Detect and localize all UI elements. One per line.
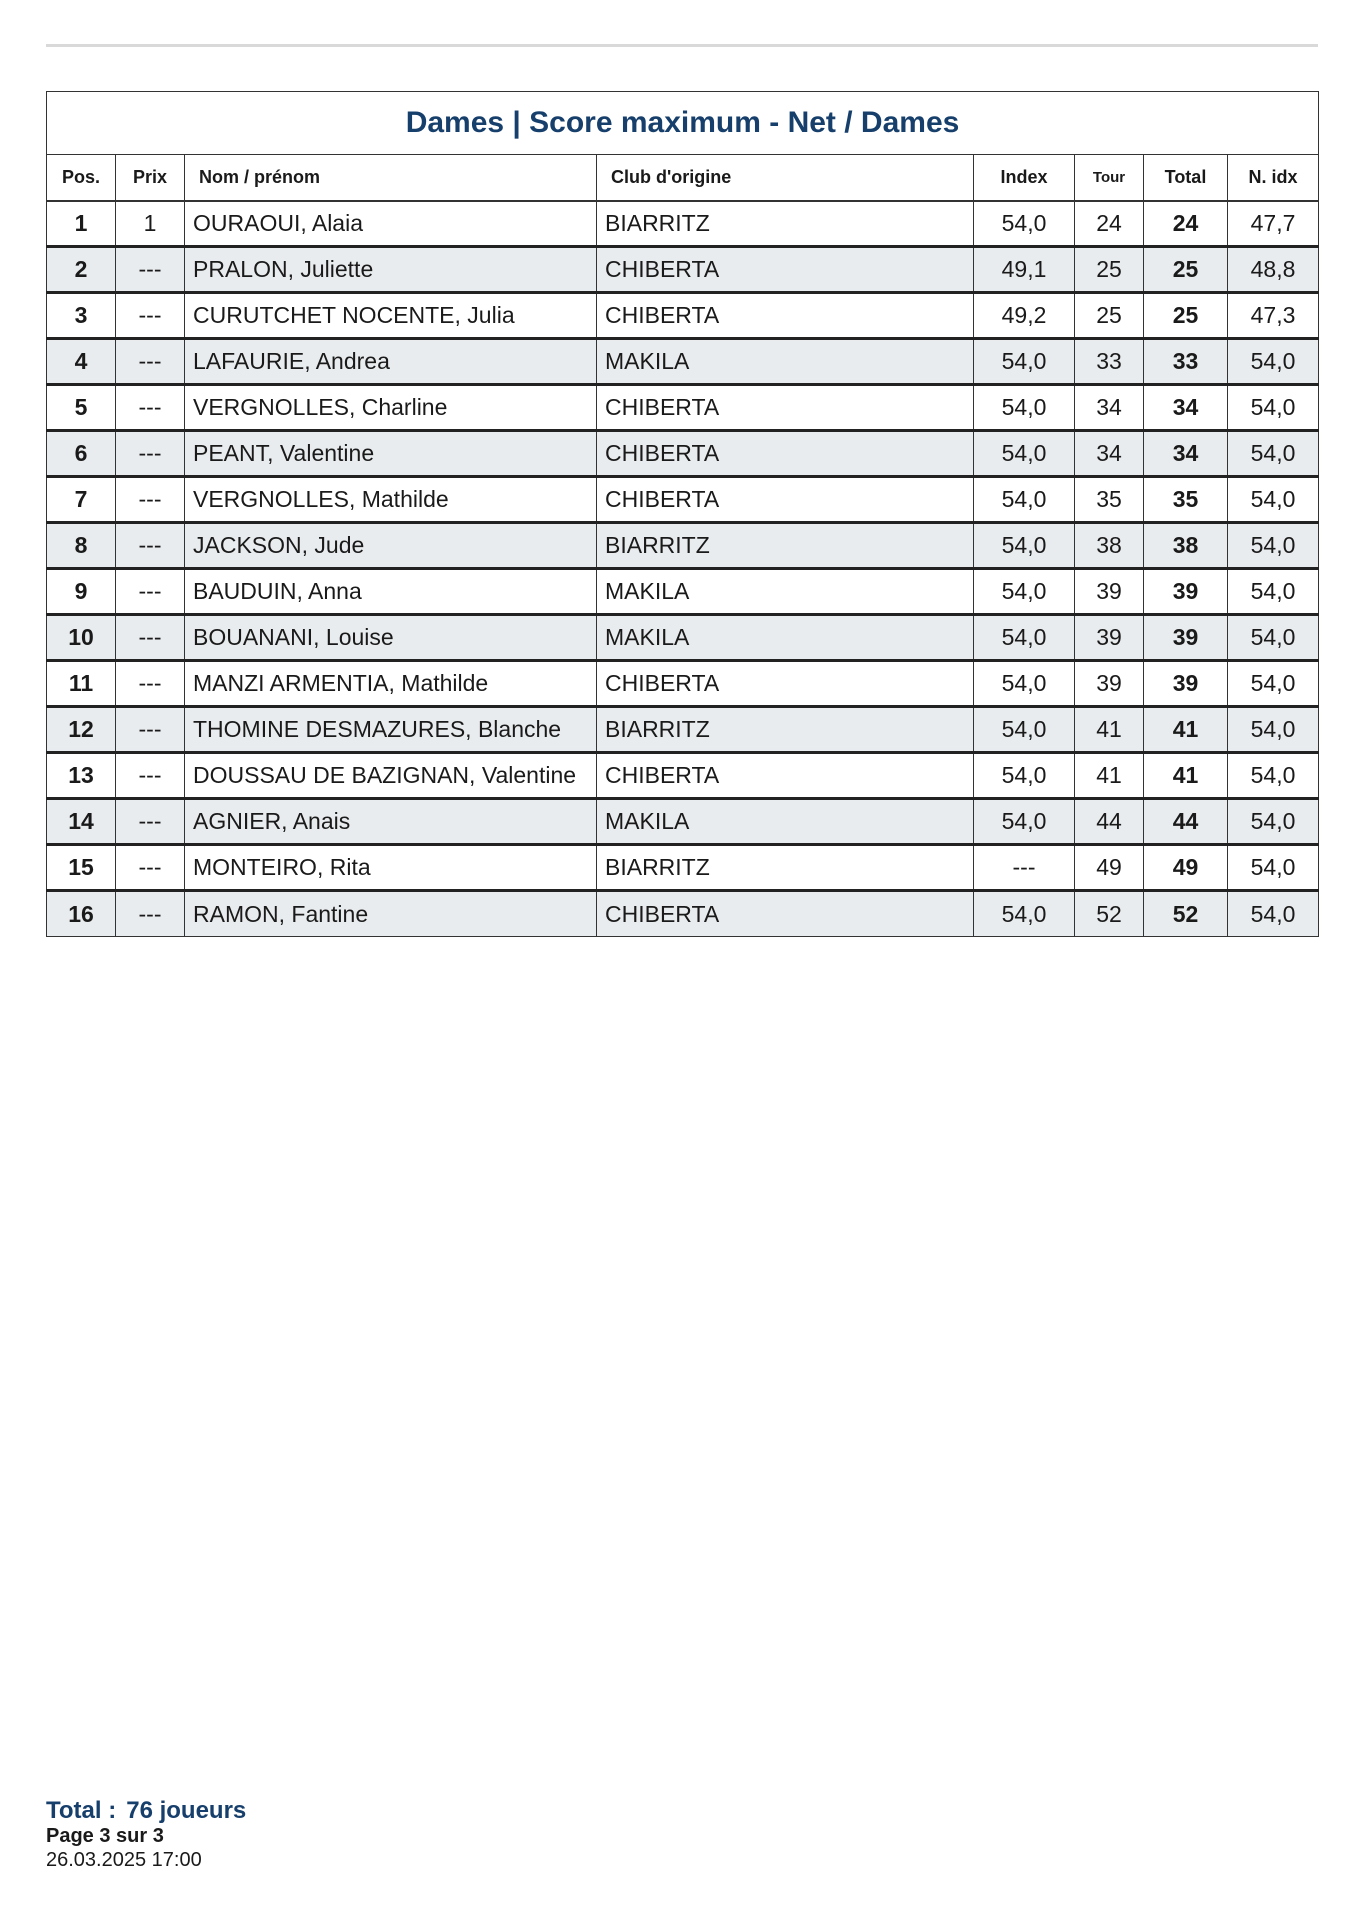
cell-prize: --- bbox=[116, 845, 185, 891]
cell-tour: 41 bbox=[1075, 707, 1144, 753]
cell-tour: 34 bbox=[1075, 385, 1144, 431]
cell-club: CHIBERTA bbox=[597, 293, 974, 339]
header-pos: Pos. bbox=[47, 155, 116, 201]
cell-net-index: 47,7 bbox=[1228, 201, 1319, 247]
cell-name: MANZI ARMENTIA, Mathilde bbox=[185, 661, 597, 707]
cell-net-index: 54,0 bbox=[1228, 799, 1319, 845]
cell-prize: --- bbox=[116, 569, 185, 615]
cell-pos: 16 bbox=[47, 891, 116, 937]
cell-name: JACKSON, Jude bbox=[185, 523, 597, 569]
cell-pos: 14 bbox=[47, 799, 116, 845]
cell-club: CHIBERTA bbox=[597, 247, 974, 293]
cell-club: MAKILA bbox=[597, 569, 974, 615]
cell-index: 54,0 bbox=[974, 339, 1075, 385]
cell-tour: 44 bbox=[1075, 799, 1144, 845]
cell-club: CHIBERTA bbox=[597, 477, 974, 523]
cell-total: 49 bbox=[1144, 845, 1228, 891]
cell-index: 54,0 bbox=[974, 891, 1075, 937]
table-row bbox=[47, 247, 1319, 293]
cell-index: 49,1 bbox=[974, 247, 1075, 293]
table-row bbox=[47, 615, 1319, 661]
table-row bbox=[47, 477, 1319, 523]
cell-club: CHIBERTA bbox=[597, 661, 974, 707]
cell-index: 54,0 bbox=[974, 523, 1075, 569]
cell-name: DOUSSAU DE BAZIGNAN, Valentine bbox=[185, 753, 597, 799]
cell-net-index: 54,0 bbox=[1228, 569, 1319, 615]
cell-total: 35 bbox=[1144, 477, 1228, 523]
print-datetime: 26.03.2025 17:00 bbox=[46, 1849, 202, 1871]
cell-total: 24 bbox=[1144, 201, 1228, 247]
cell-prize: --- bbox=[116, 339, 185, 385]
cell-tour: 41 bbox=[1075, 753, 1144, 799]
table-row bbox=[47, 845, 1319, 891]
cell-pos: 10 bbox=[47, 615, 116, 661]
cell-total: 41 bbox=[1144, 753, 1228, 799]
cell-tour: 24 bbox=[1075, 201, 1144, 247]
total-value: 76 joueurs bbox=[126, 1797, 247, 1824]
cell-club: MAKILA bbox=[597, 339, 974, 385]
cell-tour: 39 bbox=[1075, 661, 1144, 707]
table-row bbox=[47, 201, 1319, 247]
cell-pos: 4 bbox=[47, 339, 116, 385]
cell-total: 38 bbox=[1144, 523, 1228, 569]
cell-pos: 13 bbox=[47, 753, 116, 799]
cell-total: 25 bbox=[1144, 247, 1228, 293]
cell-prize: --- bbox=[116, 615, 185, 661]
cell-total: 44 bbox=[1144, 799, 1228, 845]
cell-index: 54,0 bbox=[974, 707, 1075, 753]
cell-net-index: 54,0 bbox=[1228, 845, 1319, 891]
cell-club: BIARRITZ bbox=[597, 523, 974, 569]
results-body bbox=[47, 201, 1319, 937]
cell-index: 54,0 bbox=[974, 799, 1075, 845]
cell-name: MONTEIRO, Rita bbox=[185, 845, 597, 891]
cell-net-index: 54,0 bbox=[1228, 753, 1319, 799]
cell-pos: 5 bbox=[47, 385, 116, 431]
table-row bbox=[47, 753, 1319, 799]
total-label: Total : bbox=[46, 1797, 117, 1824]
cell-prize: --- bbox=[116, 799, 185, 845]
header-club: Club d'origine bbox=[597, 155, 974, 201]
cell-name: RAMON, Fantine bbox=[185, 891, 597, 937]
cell-name: BAUDUIN, Anna bbox=[185, 569, 597, 615]
cell-prize: --- bbox=[116, 523, 185, 569]
cell-pos: 7 bbox=[47, 477, 116, 523]
cell-total: 39 bbox=[1144, 615, 1228, 661]
cell-pos: 2 bbox=[47, 247, 116, 293]
cell-prize: --- bbox=[116, 891, 185, 937]
header-total: Total bbox=[1144, 155, 1228, 201]
table-row bbox=[47, 799, 1319, 845]
table-row bbox=[47, 339, 1319, 385]
cell-prize: --- bbox=[116, 477, 185, 523]
cell-total: 41 bbox=[1144, 707, 1228, 753]
cell-prize: --- bbox=[116, 247, 185, 293]
cell-name: BOUANANI, Louise bbox=[185, 615, 597, 661]
table-title-row bbox=[47, 92, 1319, 155]
table-row bbox=[47, 523, 1319, 569]
page-footer bbox=[46, 1797, 646, 1873]
cell-index: 54,0 bbox=[974, 615, 1075, 661]
cell-net-index: 54,0 bbox=[1228, 477, 1319, 523]
cell-net-index: 54,0 bbox=[1228, 523, 1319, 569]
cell-pos: 8 bbox=[47, 523, 116, 569]
cell-club: CHIBERTA bbox=[597, 753, 974, 799]
cell-index: 54,0 bbox=[974, 661, 1075, 707]
cell-total: 25 bbox=[1144, 293, 1228, 339]
cell-club: CHIBERTA bbox=[597, 431, 974, 477]
cell-index: 49,2 bbox=[974, 293, 1075, 339]
cell-net-index: 48,8 bbox=[1228, 247, 1319, 293]
cell-pos: 9 bbox=[47, 569, 116, 615]
cell-tour: 52 bbox=[1075, 891, 1144, 937]
cell-net-index: 54,0 bbox=[1228, 891, 1319, 937]
cell-index: 54,0 bbox=[974, 477, 1075, 523]
table-row bbox=[47, 569, 1319, 615]
table-row bbox=[47, 661, 1319, 707]
cell-prize: --- bbox=[116, 385, 185, 431]
cell-tour: 34 bbox=[1075, 431, 1144, 477]
cell-pos: 3 bbox=[47, 293, 116, 339]
cell-net-index: 47,3 bbox=[1228, 293, 1319, 339]
cell-tour: 39 bbox=[1075, 569, 1144, 615]
player-total bbox=[46, 1797, 646, 1825]
cell-name: CURUTCHET NOCENTE, Julia bbox=[185, 293, 597, 339]
cell-name: VERGNOLLES, Charline bbox=[185, 385, 597, 431]
cell-club: BIARRITZ bbox=[597, 845, 974, 891]
cell-name: PRALON, Juliette bbox=[185, 247, 597, 293]
cell-index: 54,0 bbox=[974, 569, 1075, 615]
cell-tour: 38 bbox=[1075, 523, 1144, 569]
cell-pos: 12 bbox=[47, 707, 116, 753]
cell-net-index: 54,0 bbox=[1228, 385, 1319, 431]
cell-prize: --- bbox=[116, 293, 185, 339]
cell-total: 52 bbox=[1144, 891, 1228, 937]
cell-club: MAKILA bbox=[597, 615, 974, 661]
cell-tour: 33 bbox=[1075, 339, 1144, 385]
cell-index: 54,0 bbox=[974, 385, 1075, 431]
table-row bbox=[47, 707, 1319, 753]
cell-prize: --- bbox=[116, 661, 185, 707]
cell-tour: 35 bbox=[1075, 477, 1144, 523]
header-prize: Prix bbox=[116, 155, 185, 201]
cell-index: 54,0 bbox=[974, 431, 1075, 477]
cell-name: OURAOUI, Alaia bbox=[185, 201, 597, 247]
cell-tour: 25 bbox=[1075, 293, 1144, 339]
table-row bbox=[47, 293, 1319, 339]
top-divider bbox=[46, 44, 1318, 47]
results-table bbox=[46, 91, 1319, 937]
table-row bbox=[47, 385, 1319, 431]
cell-net-index: 54,0 bbox=[1228, 615, 1319, 661]
table-row bbox=[47, 891, 1319, 937]
cell-club: BIARRITZ bbox=[597, 201, 974, 247]
cell-pos: 6 bbox=[47, 431, 116, 477]
cell-club: CHIBERTA bbox=[597, 385, 974, 431]
cell-total: 33 bbox=[1144, 339, 1228, 385]
cell-club: BIARRITZ bbox=[597, 707, 974, 753]
cell-net-index: 54,0 bbox=[1228, 431, 1319, 477]
cell-prize: --- bbox=[116, 707, 185, 753]
cell-name: THOMINE DESMAZURES, Blanche bbox=[185, 707, 597, 753]
cell-net-index: 54,0 bbox=[1228, 707, 1319, 753]
cell-net-index: 54,0 bbox=[1228, 661, 1319, 707]
cell-index: 54,0 bbox=[974, 201, 1075, 247]
cell-pos: 15 bbox=[47, 845, 116, 891]
cell-prize: --- bbox=[116, 753, 185, 799]
cell-total: 34 bbox=[1144, 385, 1228, 431]
cell-name: VERGNOLLES, Mathilde bbox=[185, 477, 597, 523]
cell-tour: 25 bbox=[1075, 247, 1144, 293]
header-name: Nom / prénom bbox=[185, 155, 597, 201]
column-header-row bbox=[47, 155, 1319, 201]
header-tour: Tour bbox=[1075, 155, 1144, 201]
header-index: Index bbox=[974, 155, 1075, 201]
page-number: Page 3 sur 3 bbox=[46, 1825, 164, 1847]
header-net-index: N. idx bbox=[1228, 155, 1319, 201]
cell-pos: 1 bbox=[47, 201, 116, 247]
cell-club: MAKILA bbox=[597, 799, 974, 845]
cell-index: --- bbox=[974, 845, 1075, 891]
cell-net-index: 54,0 bbox=[1228, 339, 1319, 385]
cell-prize: --- bbox=[116, 431, 185, 477]
cell-tour: 39 bbox=[1075, 615, 1144, 661]
cell-name: PEANT, Valentine bbox=[185, 431, 597, 477]
cell-total: 39 bbox=[1144, 569, 1228, 615]
cell-club: CHIBERTA bbox=[597, 891, 974, 937]
cell-pos: 11 bbox=[47, 661, 116, 707]
cell-name: AGNIER, Anais bbox=[185, 799, 597, 845]
cell-index: 54,0 bbox=[974, 753, 1075, 799]
cell-prize: 1 bbox=[116, 201, 185, 247]
cell-name: LAFAURIE, Andrea bbox=[185, 339, 597, 385]
cell-tour: 49 bbox=[1075, 845, 1144, 891]
cell-total: 39 bbox=[1144, 661, 1228, 707]
cell-total: 34 bbox=[1144, 431, 1228, 477]
table-title: Dames | Score maximum - Net / Dames bbox=[47, 92, 1319, 155]
table-row bbox=[47, 431, 1319, 477]
